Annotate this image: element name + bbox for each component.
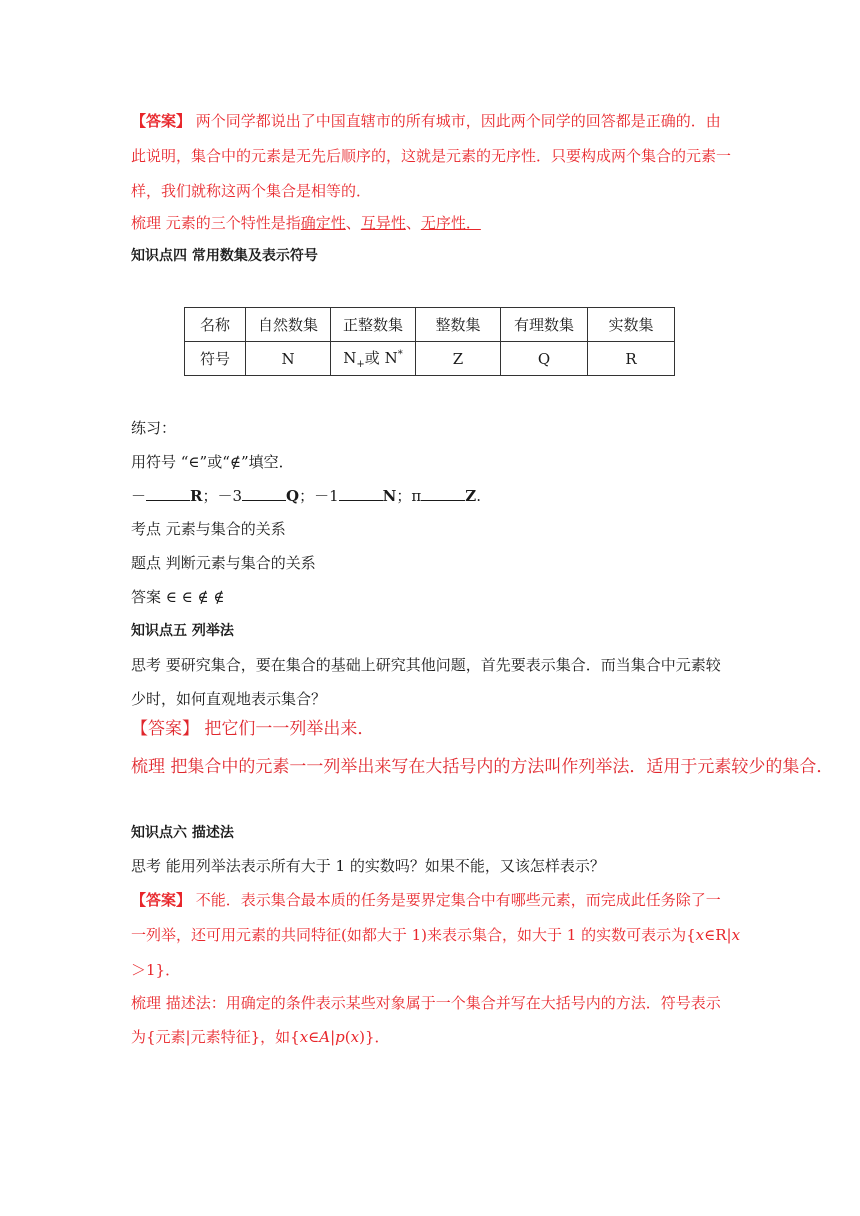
table-cell: 有理数集 [501, 308, 588, 342]
practice-label: 练习： [131, 419, 177, 437]
answer-blank[interactable] [421, 486, 465, 501]
answer-line-3: ＞1}． [131, 961, 181, 979]
answer-line-2: 此说明，集合中的元素是无先后顺序的，这就是元素的无序性．只要构成两个集合的元素一 [131, 147, 732, 165]
table-cell: 名称 [185, 308, 246, 342]
answer-line-2: 一列举，还可用元素的共同特征(如都大于 1)来表示集合，如大于 1 的实数可表示为{x∈R|x [131, 926, 741, 944]
answer-line-1 [131, 111, 721, 131]
section-heading-4: 知识点四 常用数集及表示符号 [131, 248, 318, 264]
summary-line-2: 为{元素|元素特征}，如{x∈A|p(x)}． [131, 1028, 390, 1046]
property-distinctness: 互异性 [360, 214, 406, 232]
list-method-answer: 【答案】 把它们一一列举出来． [131, 719, 375, 739]
table-cell: Q [501, 342, 588, 376]
section-heading-6: 知识点六 描述法 [131, 825, 234, 841]
table-cell: 实数集 [588, 308, 675, 342]
answer-blank[interactable] [242, 486, 286, 501]
property-unorderedness: 无序性． [420, 214, 481, 232]
table-cell: Z [416, 342, 501, 376]
practice-answer: 答案 ∈ ∈ ∉ ∉ [131, 588, 225, 606]
think-line-2: 少时，如何直观地表示集合？ [131, 690, 327, 708]
answer-line-1: 【答案】 不能．表示集合最本质的任务是要界定集合中有哪些元素，而完成此任务除了一 [131, 891, 721, 909]
table-row [185, 342, 675, 376]
table-cell: 整数集 [416, 308, 501, 342]
table-cell: N [246, 342, 331, 376]
answer-text: 两个同学都说出了中国直辖市的所有城市，因此两个同学的回答都是正确的．由 [191, 112, 721, 130]
answer-tag: 【答案】 [131, 112, 192, 130]
answer-blank[interactable] [146, 486, 190, 501]
answer-blank[interactable] [339, 486, 383, 501]
kaodian: 考点 元素与集合的关系 [131, 520, 286, 538]
number-sets-table [184, 307, 675, 376]
practice-instruction: 用符号 “∈”或“∉”填空． [131, 453, 294, 471]
answer-line-3: 样，我们就称这两个集合是相等的． [131, 182, 372, 200]
list-method-summary: 梳理 把集合中的元素一一列举出来写在大括号内的方法叫作列举法．适用于元素较少的集合． [131, 757, 834, 777]
table-cell: R [588, 342, 675, 376]
table-cell: 自然数集 [246, 308, 331, 342]
summary-line-1: 梳理 描述法：用确定的条件表示某些对象属于一个集合并写在大括号内的方法．符号表示 [131, 994, 721, 1012]
separator: 、 [405, 214, 421, 232]
tidian: 题点 判断元素与集合的关系 [131, 554, 316, 572]
table-cell: 符号 [185, 342, 246, 376]
answer-tag: 【答案】 [131, 891, 192, 909]
table-row [185, 308, 675, 342]
think-line-1: 思考 要研究集合，要在集合的基础上研究其他问题，首先要表示集合．而当集合中元素较 [131, 656, 721, 674]
section-heading-5: 知识点五 列举法 [131, 623, 234, 639]
think-question: 思考 能用列举法表示所有大于 1 的实数吗？如果不能，又该怎样表示？ [131, 857, 605, 875]
summary-properties [131, 213, 481, 233]
table-cell: 正整数集 [331, 308, 416, 342]
practice-question: － R；－3 Q；－1 N；π Z. [131, 487, 481, 505]
summary-prefix: 梳理 元素的三个特性是指 [131, 214, 301, 232]
separator: 、 [345, 214, 361, 232]
table-cell: $N_+$或 N* [331, 342, 416, 376]
property-determinacy: 确定性 [300, 214, 346, 232]
